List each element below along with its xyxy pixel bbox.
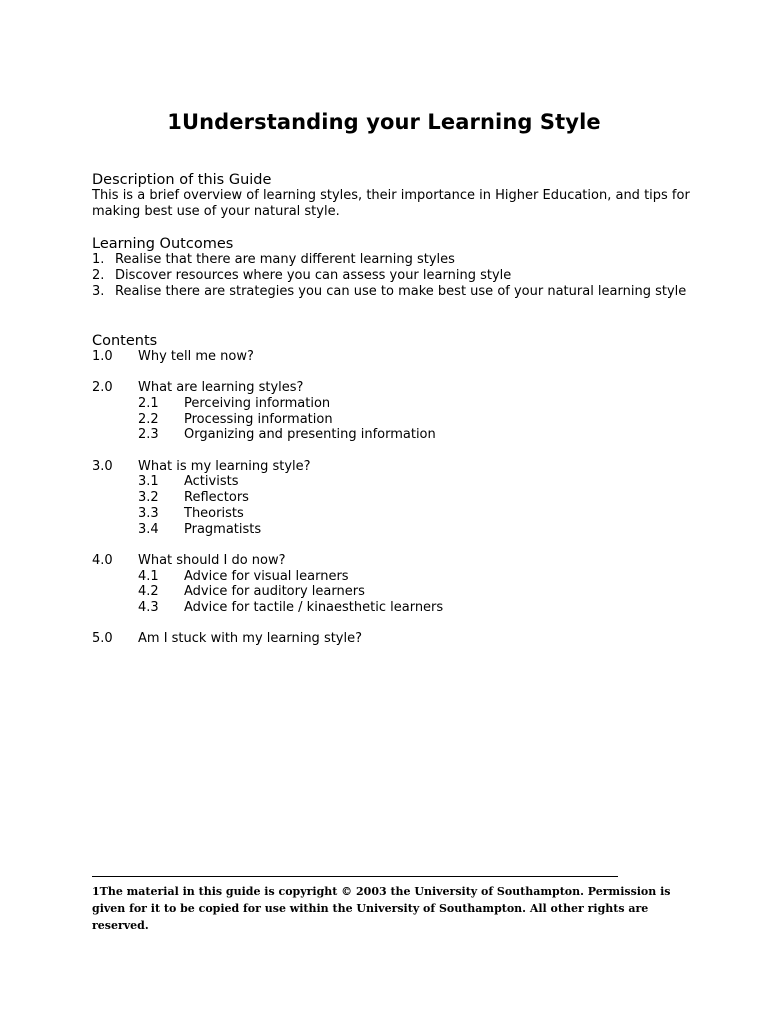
toc-group-5 [92, 631, 692, 647]
outcome-number: 2. [92, 268, 105, 283]
toc-label: Why tell me now? [138, 349, 254, 364]
toc-subentry [92, 396, 692, 412]
toc-number: 2.0 [92, 380, 113, 396]
toc-label: Theorists [184, 505, 244, 521]
toc-subentry [92, 506, 692, 522]
toc-label: Advice for visual learners [184, 568, 349, 584]
toc-label: Organizing and presenting information [184, 427, 436, 443]
toc-group-1 [92, 349, 692, 365]
toc-label: Perceiving information [184, 396, 331, 411]
toc-number: 3.4 [138, 521, 159, 537]
outcome-text: Discover resources where you can assess your learning style [115, 268, 512, 283]
outcomes-list [92, 252, 692, 300]
toc-label: What is my learning style? [138, 458, 311, 474]
toc-entry [92, 380, 692, 396]
outcomes-section [92, 236, 692, 300]
toc-number: 1.0 [92, 349, 113, 364]
toc-subentry [92, 490, 692, 506]
toc-label: Reflectors [184, 490, 249, 506]
toc-subentry [92, 427, 692, 443]
toc-entry [92, 631, 692, 647]
toc-number: 2.3 [138, 427, 159, 443]
toc-group-3 [92, 459, 692, 538]
description-section [92, 172, 692, 220]
toc-subentry [92, 412, 692, 428]
toc-label: Pragmatists [184, 521, 262, 537]
toc-number: 3.2 [138, 490, 159, 506]
toc-entry [92, 349, 692, 365]
toc-number: 2.2 [138, 411, 159, 427]
outcomes-heading: Learning Outcomes [92, 236, 234, 252]
toc-subentry [92, 600, 692, 616]
toc-number: 4.3 [138, 599, 159, 615]
toc-number: 2.1 [138, 396, 159, 411]
outcome-number: 3. [92, 284, 105, 299]
outcome-item [92, 268, 692, 284]
toc-label: Am I stuck with my learning style? [138, 631, 363, 647]
toc-subentry [92, 569, 692, 585]
toc-entry [92, 553, 692, 569]
contents-heading: Contents [92, 333, 158, 349]
table-of-contents [92, 349, 692, 647]
toc-label: Processing information [184, 411, 333, 427]
description-heading: Description of this Guide [92, 172, 272, 188]
toc-number: 3.3 [138, 505, 159, 521]
toc-subentry [92, 522, 692, 538]
toc-number: 3.0 [92, 458, 113, 474]
toc-number: 4.0 [92, 552, 113, 568]
toc-entry [92, 459, 692, 475]
toc-label: What should I do now? [138, 552, 286, 568]
copyright-footnote: 1The material in this guide is copyright © 2003 the University of Southampton. Permission is given for it to be copied for use within the University of Southampton. All other rights are reserved. [92, 885, 671, 932]
toc-label: Activists [184, 474, 239, 490]
toc-subentry [92, 474, 692, 490]
toc-subentry [92, 584, 692, 600]
page-title: 1Understanding your Learning Style [167, 110, 601, 134]
toc-group-4 [92, 553, 692, 616]
outcome-text: Realise there are strategies you can use to make best use of your natural learning style [115, 284, 687, 299]
toc-label: Advice for tactile / kinaesthetic learners [184, 599, 444, 615]
toc-number: 4.2 [138, 584, 159, 600]
toc-group-2 [92, 380, 692, 443]
toc-number: 3.1 [138, 474, 159, 490]
outcome-item [92, 284, 692, 300]
footnote-divider [92, 876, 618, 877]
toc-number: 4.1 [138, 568, 159, 584]
outcome-number: 1. [92, 252, 105, 267]
outcome-text: Realise that there are many different learning styles [115, 252, 455, 267]
toc-label: Advice for auditory learners [184, 584, 365, 600]
contents-section [92, 333, 692, 663]
description-text: This is a brief overview of learning styles, their importance in Higher Education, and tips for making best use of your natural style. [92, 188, 690, 219]
toc-number: 5.0 [92, 631, 113, 647]
toc-label: What are learning styles? [138, 380, 304, 396]
outcome-item [92, 252, 692, 268]
